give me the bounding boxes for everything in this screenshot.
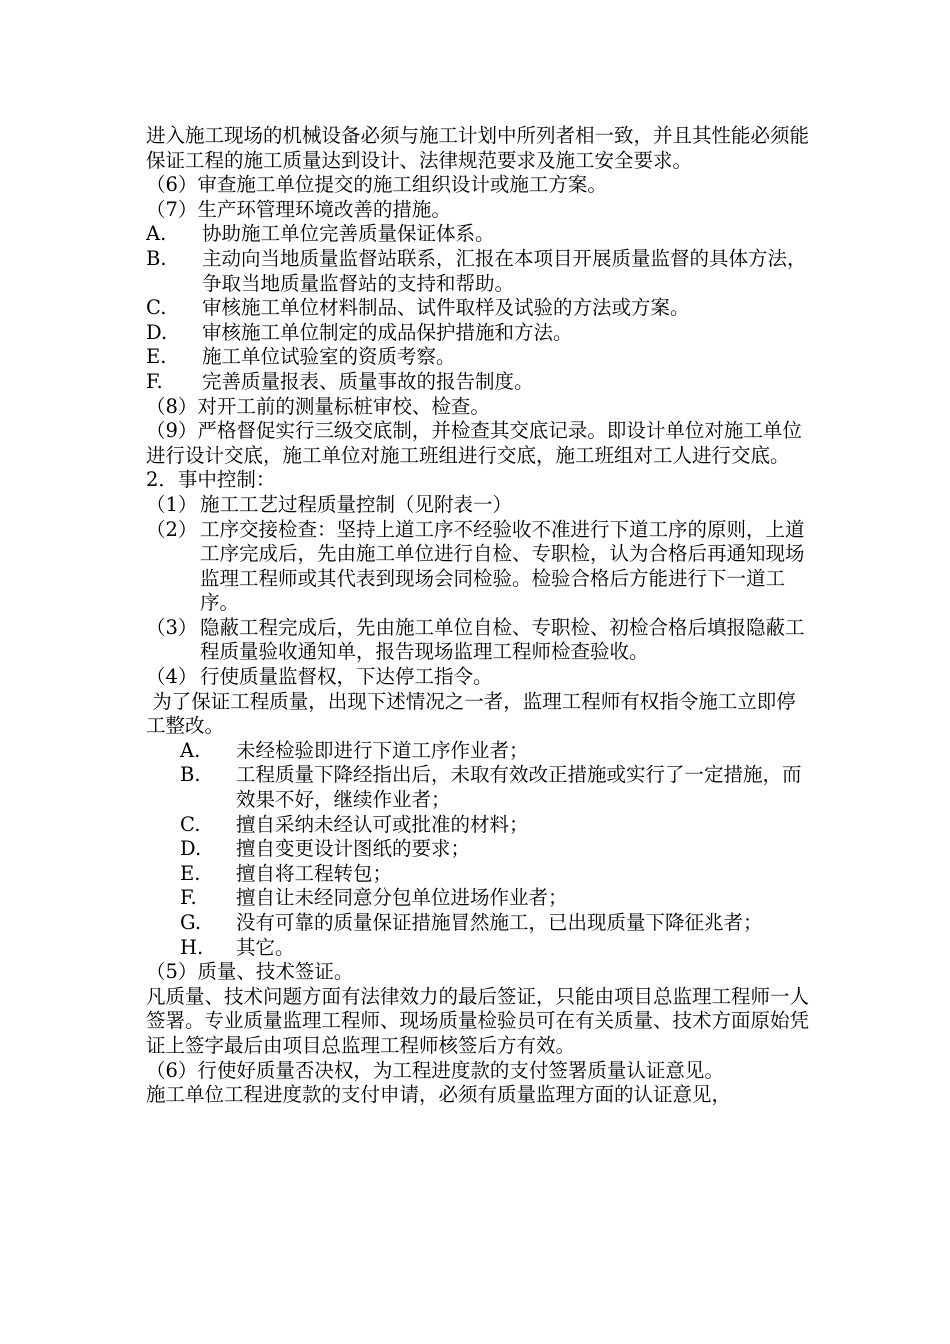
numbered-item-label: （2） [146, 517, 198, 541]
item-6-heading: （6）审查施工单位提交的施工组织设计或施工方案。 [146, 173, 607, 197]
list-item-text: 工程质量下降经指出后，未取有效改正措施或实行了一定措施，而效果不好，继续作业者； [236, 763, 802, 812]
item-5-paragraph: 凡质量、技术问题方面有法律效力的最后签证，只能由项目总监理工程师一人签署。专业质量监理工程师、现场质量检验员可在有关质量、技术方面原始凭证上签字最后由项目总监理工程师核签后方有效。 [146, 984, 810, 1057]
list-item-label: F. [146, 369, 163, 393]
list-item-label: D. [146, 320, 168, 344]
list-item-text: 施工单位试验室的资质考察。 [202, 345, 456, 369]
numbered-item-label: （1） [146, 492, 198, 516]
numbered-item [146, 665, 814, 690]
numbered-item-label: （3） [146, 615, 198, 639]
list-item-label: E. [180, 861, 201, 885]
item-7-heading: （7）生产环管理环境改善的措施。 [146, 197, 451, 221]
stop-work-intro: 为了保证工程质量，出现下述情况之一者，监理工程师有权指令施工立即停工整改。 [146, 689, 796, 738]
list-item-text: 协助施工单位完善质量保证体系。 [202, 222, 495, 246]
list-item-text: 主动向当地质量监督站联系，汇报在本项目开展质量监督的具体方法，争取当地质量监督站的支持和帮助。 [202, 246, 807, 295]
list-item-label: A. [180, 738, 201, 762]
list-item [146, 222, 814, 247]
list-item-label: C. [146, 296, 167, 320]
list-item [180, 763, 814, 812]
item-5-heading: （5）质量、技术签证。 [146, 960, 354, 984]
list-item [180, 862, 814, 887]
list-item-label: H. [180, 935, 204, 959]
list-item-text: 擅自让未经同意分包单位进场作业者； [236, 886, 568, 910]
list-item [180, 911, 814, 936]
list-item-text: 擅自变更设计图纸的要求； [236, 837, 471, 861]
list-item [180, 739, 814, 764]
list-item-label: G. [180, 911, 202, 934]
list-item-label: F. [180, 886, 197, 910]
list-item-text: 完善质量报表、质量事故的报告制度。 [202, 369, 534, 393]
numbered-item-text: 隐蔽工程完成后，先由施工单位自检、专职检、初检合格后填报隐蔽工程质量验收通知单，报告现场监理工程师检查验收。 [200, 615, 805, 664]
list-item [146, 345, 814, 370]
item-9-paragraph: （9）严格督促实行三级交底制，并检查其交底记录。即设计单位对施工单位进行设计交底，施工单位对施工班组进行交底，施工班组对工人进行交底。 [146, 419, 802, 467]
list-item-label: D. [180, 837, 202, 861]
numbered-item-text: 施工工艺过程质量控制（见附表一） [200, 492, 513, 516]
item-8-heading: （8）对开工前的测量标桩审校、检查。 [146, 394, 490, 418]
list-item [146, 370, 814, 395]
list-item-text: 未经检验即进行下道工序作业者； [236, 738, 529, 762]
list-item [146, 247, 814, 296]
list-item-label: B. [180, 763, 201, 787]
intro-paragraph: 进入施工现场的机械设备必须与施工计划中所列者相一致，并且其性能必须能保证工程的施工质量达到设计、法律规范要求及施工安全要求。 [146, 124, 810, 172]
numbered-item-label: （4） [146, 665, 198, 689]
item-6b-heading: （6）行使好质量否决权，为工程进度款的支付签署质量认证意见。 [146, 1058, 724, 1082]
document-body [146, 124, 814, 1108]
list-item [146, 296, 814, 321]
list-item-label: B. [146, 246, 167, 270]
list-item-label: A. [146, 222, 167, 246]
list-item-label: C. [180, 812, 201, 836]
list-item-label: E. [146, 345, 167, 369]
numbered-item [146, 518, 814, 616]
numbered-item [146, 493, 814, 518]
list-item-text: 擅自采纳未经认可或批准的材料； [236, 812, 529, 836]
numbered-item-text: 工序交接检查：坚持上道工序不经验收不准进行下道工序的原则，上道工序完成后，先由施工单位进行自检、专职检，认为合格后再通知现场监理工程师或其代表到现场会同检验。检验合格后方能进行下一道工序。 [200, 517, 805, 615]
numbered-item-text: 行使质量监督权，下达停工指令。 [200, 665, 493, 689]
list-item [180, 813, 814, 838]
list-item-text: 擅自将工程转包； [236, 861, 393, 885]
list-item-text: 审核施工单位制定的成品保护措施和方法。 [202, 320, 573, 344]
list-item [180, 936, 814, 961]
numbered-item [146, 616, 814, 665]
list-item-text: 没有可靠的质量保证措施冒然施工，已出现质量下降征兆者； [236, 911, 763, 934]
item-6b-paragraph: 施工单位工程进度款的支付申请，必须有质量监理方面的认证意见， [146, 1083, 732, 1107]
section-2-heading: 2．事中控制： [146, 468, 276, 492]
list-item [146, 321, 814, 346]
list-item-text: 其它。 [236, 935, 295, 959]
list-item [180, 837, 814, 862]
list-item [180, 886, 814, 911]
list-item-text: 审核施工单位材料制品、试件取样及试验的方法或方案。 [202, 296, 690, 320]
